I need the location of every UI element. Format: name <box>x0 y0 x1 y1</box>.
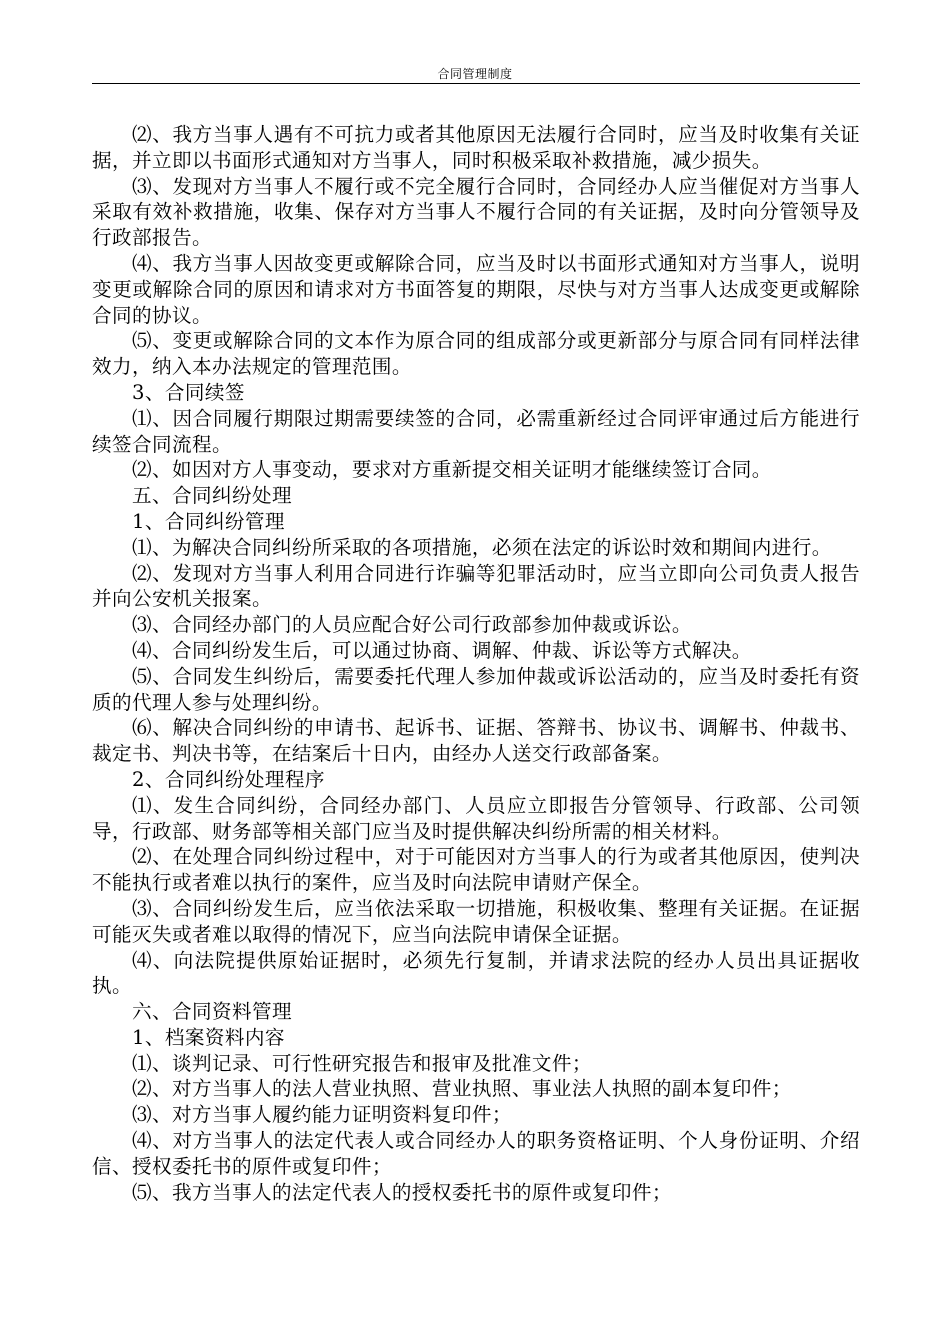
paragraph: ⑶、对方当事人履约能力证明资料复印件； <box>132 1103 512 1127</box>
paragraph: ⑶、合同纠纷发生后，应当依法采取一切措施，积极收集、整理有关证据。在证据可能灭失或者难以取得的情况下，应当向法院申请保全证据。 <box>92 896 860 946</box>
chapter-heading: 六、合同资料管理 <box>132 1000 292 1024</box>
section-heading: 1、档案资料内容 <box>132 1025 285 1049</box>
running-header: 合同管理制度 <box>437 67 513 81</box>
paragraph: ⑹、解决合同纠纷的申请书、起诉书、证据、答辩书、协议书、调解书、仲裁书、裁定书、判决书等，在结案后十日内，由经办人送交行政部备案。 <box>92 716 860 766</box>
paragraph: ⑷、向法院提供原始证据时，必须先行复制，并请求法院的经办人员出具证据收执。 <box>92 948 860 998</box>
paragraph: ⑸、变更或解除合同的文本作为原合同的组成部分或更新部分与原合同有同样法律效力，纳入本办法规定的管理范围。 <box>92 329 860 379</box>
section-heading: 2、合同纠纷处理程序 <box>132 767 325 791</box>
section-heading: 3、合同续签 <box>132 380 245 404</box>
paragraph: ⑴、因合同履行期限过期需要续签的合同，必需重新经过合同评审通过后方能进行续签合同流程。 <box>92 406 860 456</box>
paragraph: ⑶、合同经办部门的人员应配合好公司行政部参加仲裁或诉讼。 <box>132 613 692 637</box>
paragraph: ⑵、发现对方当事人利用合同进行诈骗等犯罪活动时，应当立即向公司负责人报告并向公安机关报案。 <box>92 561 860 611</box>
paragraph: ⑴、为解决合同纠纷所采取的各项措施，必须在法定的诉讼时效和期间内进行。 <box>132 535 832 559</box>
paragraph: ⑶、发现对方当事人不履行或不完全履行合同时，合同经办人应当催促对方当事人采取有效补救措施，收集、保存对方当事人不履行合同的有关证据，及时向分管领导及行政部报告。 <box>92 174 860 250</box>
paragraph: ⑸、合同发生纠纷后，需要委托代理人参加仲裁或诉讼活动的，应当及时委托有资质的代理人参与处理纠纷。 <box>92 664 860 714</box>
paragraph: ⑵、我方当事人遇有不可抗力或者其他原因无法履行合同时，应当及时收集有关证据，并立即以书面形式通知对方当事人，同时积极采取补救措施，减少损失。 <box>92 123 860 172</box>
paragraph: ⑷、我方当事人因故变更或解除合同，应当及时以书面形式通知对方当事人，说明变更或解除合同的原因和请求对方书面答复的期限，尽快与对方当事人达成变更或解除合同的协议。 <box>92 251 860 327</box>
section-heading: 1、合同纠纷管理 <box>132 509 285 533</box>
paragraph: ⑷、对方当事人的法定代表人或合同经办人的职务资格证明、个人身份证明、介绍信、授权委托书的原件或复印件； <box>92 1129 860 1178</box>
paragraph: ⑸、我方当事人的法定代表人的授权委托书的原件或复印件； <box>132 1180 672 1204</box>
paragraph: ⑴、发生合同纠纷，合同经办部门、人员应立即报告分管领导、行政部、公司领导，行政部、财务部等相关部门应当及时提供解决纠纷所需的相关材料。 <box>92 793 860 843</box>
paragraph: ⑵、在处理合同纠纷过程中，对于可能因对方当事人的行为或者其他原因，使判决不能执行或者难以执行的案件，应当及时向法院申请财产保全。 <box>92 845 860 895</box>
header-rule <box>92 83 860 84</box>
document-body <box>92 122 860 1205</box>
paragraph: ⑵、如因对方人事变动，要求对方重新提交相关证明才能继续签订合同。 <box>132 458 772 482</box>
paragraph: ⑵、对方当事人的法人营业执照、营业执照、事业法人执照的副本复印件； <box>132 1077 792 1101</box>
chapter-heading: 五、合同纠纷处理 <box>132 484 292 508</box>
paragraph: ⑴、谈判记录、可行性研究报告和报审及批准文件； <box>132 1051 592 1075</box>
paragraph: ⑷、合同纠纷发生后，可以通过协商、调解、仲裁、诉讼等方式解决。 <box>132 638 752 662</box>
